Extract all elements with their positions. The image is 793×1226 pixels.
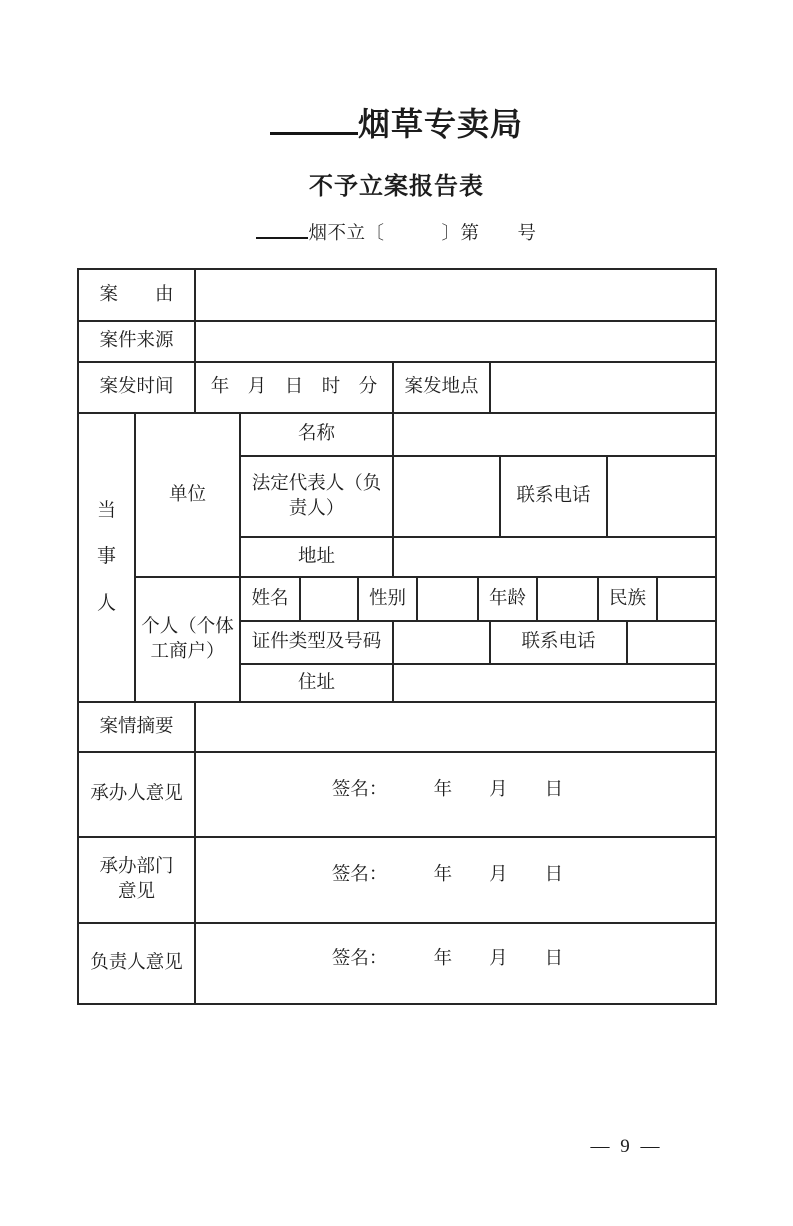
unit-label: 单位 [135,413,240,577]
residence-field[interactable] [393,664,716,702]
case-cause-field[interactable] [195,269,716,321]
doc-number-text: 烟不立〔 〕第 号 [308,224,537,244]
gender-label: 性别 [358,577,417,621]
case-source-label: 案件来源 [78,321,195,362]
unit-phone-label: 联系电话 [500,456,607,537]
document-page [0,104,793,1226]
dept-opinion-label-line1: 承办部门 [99,857,174,878]
case-source-field[interactable] [195,321,716,362]
report-form-table [77,268,717,1005]
page-number [0,1136,793,1158]
unit-phone-field[interactable] [607,456,716,537]
case-cause-label: 案 由 [78,269,195,321]
unit-address-field[interactable] [393,537,716,577]
dept-opinion-label-line2: 意见 [118,882,156,902]
bureau-title-text: 烟草专卖局 [357,106,523,142]
ethnicity-label: 民族 [598,577,657,621]
individual-label [135,577,240,702]
page-number-text: — 9 — [590,1136,663,1157]
legal-rep-label [240,456,393,537]
id-type-number-field[interactable] [393,621,490,664]
table-row [78,413,716,456]
handler-sign-date-line: 签名： 年 月 日 [331,779,564,800]
director-opinion-label: 负责人意见 [78,923,195,1004]
party-label-text: 当事人 [97,499,117,614]
individual-label-line1: 个人（个体 [141,616,234,637]
name-field[interactable] [300,577,358,621]
table-row [78,837,716,923]
director-sign-date-line: 签名： 年 月 日 [331,948,564,969]
table-row [78,752,716,837]
age-label: 年龄 [478,577,537,621]
dept-opinion-label [78,837,195,923]
id-type-number-label: 证件类型及号码 [240,621,393,664]
doc-number-line [0,219,793,245]
case-summary-field[interactable] [195,702,716,752]
bureau-name-blank[interactable] [270,132,358,135]
dept-opinion-field[interactable] [195,837,716,923]
dept-sign-date-line: 签名： 年 月 日 [331,865,564,886]
case-place-field[interactable] [490,362,716,413]
handler-opinion-label: 承办人意见 [78,752,195,837]
case-place-label: 案发地点 [393,362,490,413]
legal-rep-field[interactable] [393,456,500,537]
table-row [78,923,716,1004]
unit-address-label: 地址 [240,537,393,577]
form-title: 不予立案报告表 [309,173,484,200]
bureau-title [0,104,793,144]
case-summary-label: 案情摘要 [78,702,195,752]
director-opinion-field[interactable] [195,923,716,1004]
personal-phone-label: 联系电话 [490,621,627,664]
case-time-label: 案发时间 [78,362,195,413]
residence-label: 住址 [240,664,393,702]
handler-opinion-field[interactable] [195,752,716,837]
doc-number-blank[interactable] [256,237,308,239]
age-field[interactable] [537,577,598,621]
table-row [78,321,716,362]
unit-name-field[interactable] [393,413,716,456]
table-row [78,269,716,321]
party-label [78,413,135,702]
legal-rep-label-line1: 法定代表人（负 [251,473,382,494]
ethnicity-field[interactable] [657,577,716,621]
personal-phone-field[interactable] [627,621,716,664]
unit-name-label: 名称 [240,413,393,456]
individual-label-line2: 工商户） [150,641,225,662]
case-time-field[interactable]: 年 月 日 时 分 [195,362,393,413]
name-label: 姓名 [240,577,300,621]
table-row [78,362,716,413]
gender-field[interactable] [417,577,478,621]
table-row [78,702,716,752]
legal-rep-label-line2: 责人） [288,498,345,519]
table-row [78,577,716,621]
